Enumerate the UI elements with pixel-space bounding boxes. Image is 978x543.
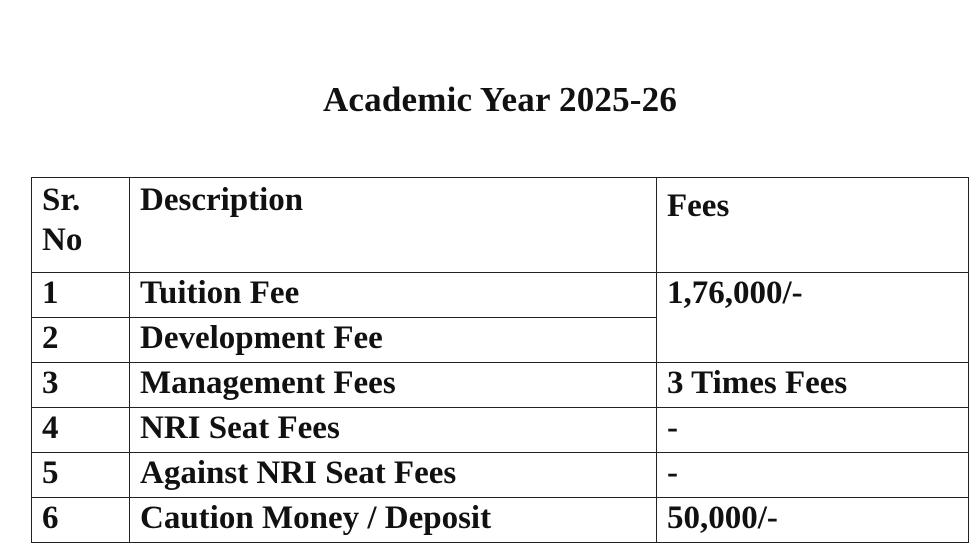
cell-fees: 1,76,000/- [657, 273, 969, 363]
cell-description: Management Fees [130, 363, 657, 408]
cell-description: NRI Seat Fees [130, 408, 657, 453]
table-row [32, 498, 969, 543]
page-title: Academic Year 2025-26 [322, 80, 678, 119]
cell-fees: - [657, 453, 969, 498]
cell-sr: 3 [32, 363, 130, 408]
cell-description: Caution Money / Deposit [130, 498, 657, 543]
header-fees: Fees [657, 178, 969, 273]
cell-fees: - [657, 408, 969, 453]
table-row [32, 453, 969, 498]
header-sr-line1: Sr. [42, 182, 81, 218]
header-description: Description [130, 178, 657, 273]
cell-sr: 5 [32, 453, 130, 498]
header-sr-no [32, 178, 130, 273]
table-row [32, 408, 969, 453]
cell-sr: 1 [32, 273, 130, 318]
cell-description: Development Fee [130, 318, 657, 363]
cell-description: Against NRI Seat Fees [130, 453, 657, 498]
cell-fees: 3 Times Fees [657, 363, 969, 408]
cell-description: Tuition Fee [130, 273, 657, 318]
table-header-row [32, 178, 969, 273]
cell-sr: 6 [32, 498, 130, 543]
table-row [32, 363, 969, 408]
table-row [32, 273, 969, 318]
cell-fees: 50,000/- [657, 498, 969, 543]
fee-table [31, 177, 969, 543]
cell-sr: 2 [32, 318, 130, 363]
header-sr-line2: No [42, 222, 83, 258]
cell-sr: 4 [32, 408, 130, 453]
